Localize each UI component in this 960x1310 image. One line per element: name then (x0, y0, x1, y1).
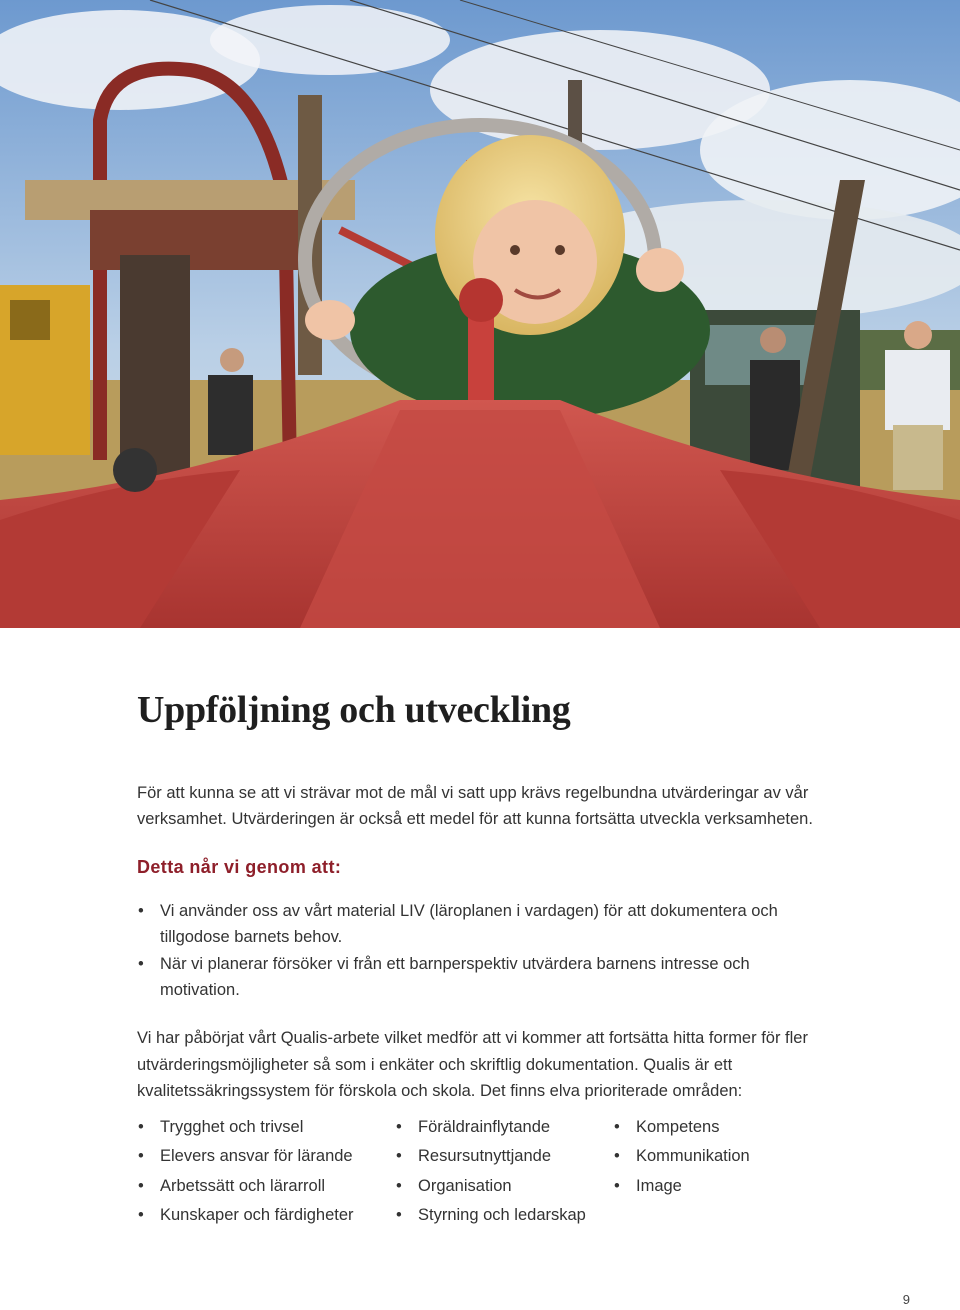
list-item: • Kompetens (613, 1113, 750, 1142)
intro-paragraph: För att kunna se att vi strävar mot de mål vi satt upp krävs regelbundna utvärderingar av vår verksamhet. Utvärderingen är också ett medel för att kunna fortsätta utveckla verksamheten. (137, 784, 813, 828)
areas-column-2 (395, 1113, 586, 1230)
list-item: • Resursutnyttjande (395, 1142, 586, 1171)
list-item: • Organisation (395, 1172, 586, 1201)
areas-column-3 (613, 1113, 750, 1201)
page-title: Uppföljning och utveckling (137, 689, 571, 731)
hero-photo (0, 0, 960, 628)
list-item: • Trygghet och trivsel (137, 1113, 354, 1142)
list-item: • Elevers ansvar för lärande (137, 1142, 354, 1171)
list-item: • Föräldrainflytande (395, 1113, 586, 1142)
areas-column-1 (137, 1113, 354, 1230)
priority-areas (137, 1113, 837, 1233)
list-item: • Vi använder oss av vårt material LIV (läroplanen i vardagen) för att dokumentera och tillgodose barnets behov. (137, 898, 800, 950)
photo-child-on-red-tractor (0, 0, 960, 628)
main-content (137, 688, 837, 1105)
list-item: • Styrning och ledarskap (395, 1201, 586, 1230)
bullet-list (137, 898, 837, 1003)
section-subheading: Detta når vi genom att: (137, 857, 342, 877)
list-item: • Image (613, 1172, 750, 1201)
list-item: • Kommunikation (613, 1142, 750, 1171)
list-item: • Arbetssätt och lärarroll (137, 1172, 354, 1201)
body-paragraph: Vi har påbörjat vårt Qualis-arbete vilket medför att vi kommer att fortsätta hitta former för fler utvärderingsmöjligheter så som i enkäter och skriftlig dokumentation. Qualis är ett kvalitetssäkringssystem för förskola och skola. Det finns elva prioriterade områden: (137, 1029, 808, 1100)
page-number: 9 (902, 1292, 910, 1307)
list-item: • När vi planerar försöker vi från ett barnperspektiv utvärdera barnens intresse och motivation. (137, 951, 800, 1003)
list-item: • Kunskaper och färdigheter (137, 1201, 354, 1230)
